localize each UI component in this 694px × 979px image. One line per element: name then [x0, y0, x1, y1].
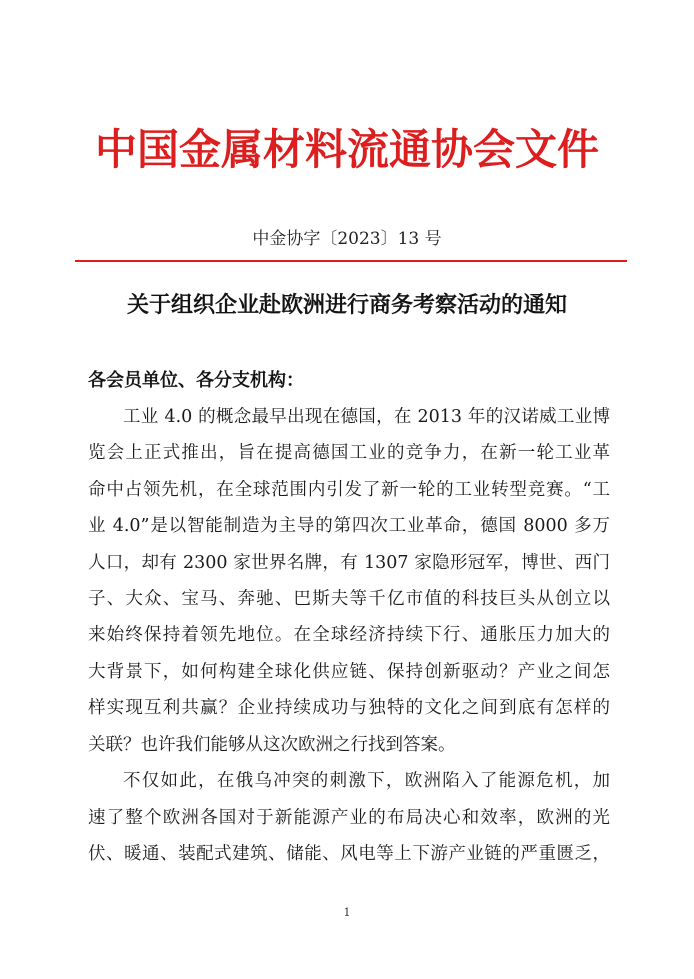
paragraph-1-line: 样实现互利共赢？企业持续成功与独特的文化之间到底有怎样的 [88, 698, 610, 718]
paragraph-1-line: 工业 4.0 的概念最早出现在德国，在 2013 年的汉诺威工业博 [123, 407, 610, 427]
notice-title: 关于组织企业赴欧洲进行商务考察活动的通知 [126, 293, 567, 318]
paragraph-1-line: 命中占领先机，在全球范围内引发了新一轮的工业转型竞赛。“工 [88, 480, 610, 500]
paragraph-1-line: 来始终保持着领先地位。在全球经济持续下行、通胀压力加大的 [88, 625, 610, 645]
paragraph-1-line: 览会上正式推出，旨在提高德国工业的竞争力，在新一轮工业革 [88, 443, 610, 463]
page-number: 1 [343, 906, 351, 919]
paragraph-1-line: 子、大众、宝马、奔驰、巴斯夫等千亿市值的科技巨头从创立以 [88, 589, 610, 609]
paragraph-1-line: 关联？也许我们能够从这次欧洲之行找到答案。 [88, 735, 456, 755]
salutation: 各会员单位、各分支机构： [88, 370, 304, 391]
document-number: 中金协字〔2023〕13 号 [252, 229, 442, 249]
paragraph-2-line: 伏、暖通、装配式建筑、储能、风电等上下游产业链的严重匮乏， [88, 844, 610, 864]
paragraph-2-line: 速了整个欧洲各国对于新能源产业的布局决心和效率，欧洲的光 [88, 808, 610, 828]
paragraph-1-line: 业 4.0”是以智能制造为主导的第四次工业革命，德国 8000 多万 [88, 516, 610, 536]
paragraph-2-line: 不仅如此，在俄乌冲突的刺激下，欧洲陷入了能源危机，加 [123, 771, 610, 791]
paragraph-1-line: 人口，却有 2300 家世界名牌，有 1307 家隐形冠军，博世、西门 [88, 553, 610, 573]
org-document-header: 中国金属材料流通协会文件 [94, 125, 599, 174]
paragraph-1-line: 大背景下，如何构建全球化供应链、保持创新驱动？产业之间怎 [88, 662, 610, 682]
red-divider-line [75, 260, 627, 262]
